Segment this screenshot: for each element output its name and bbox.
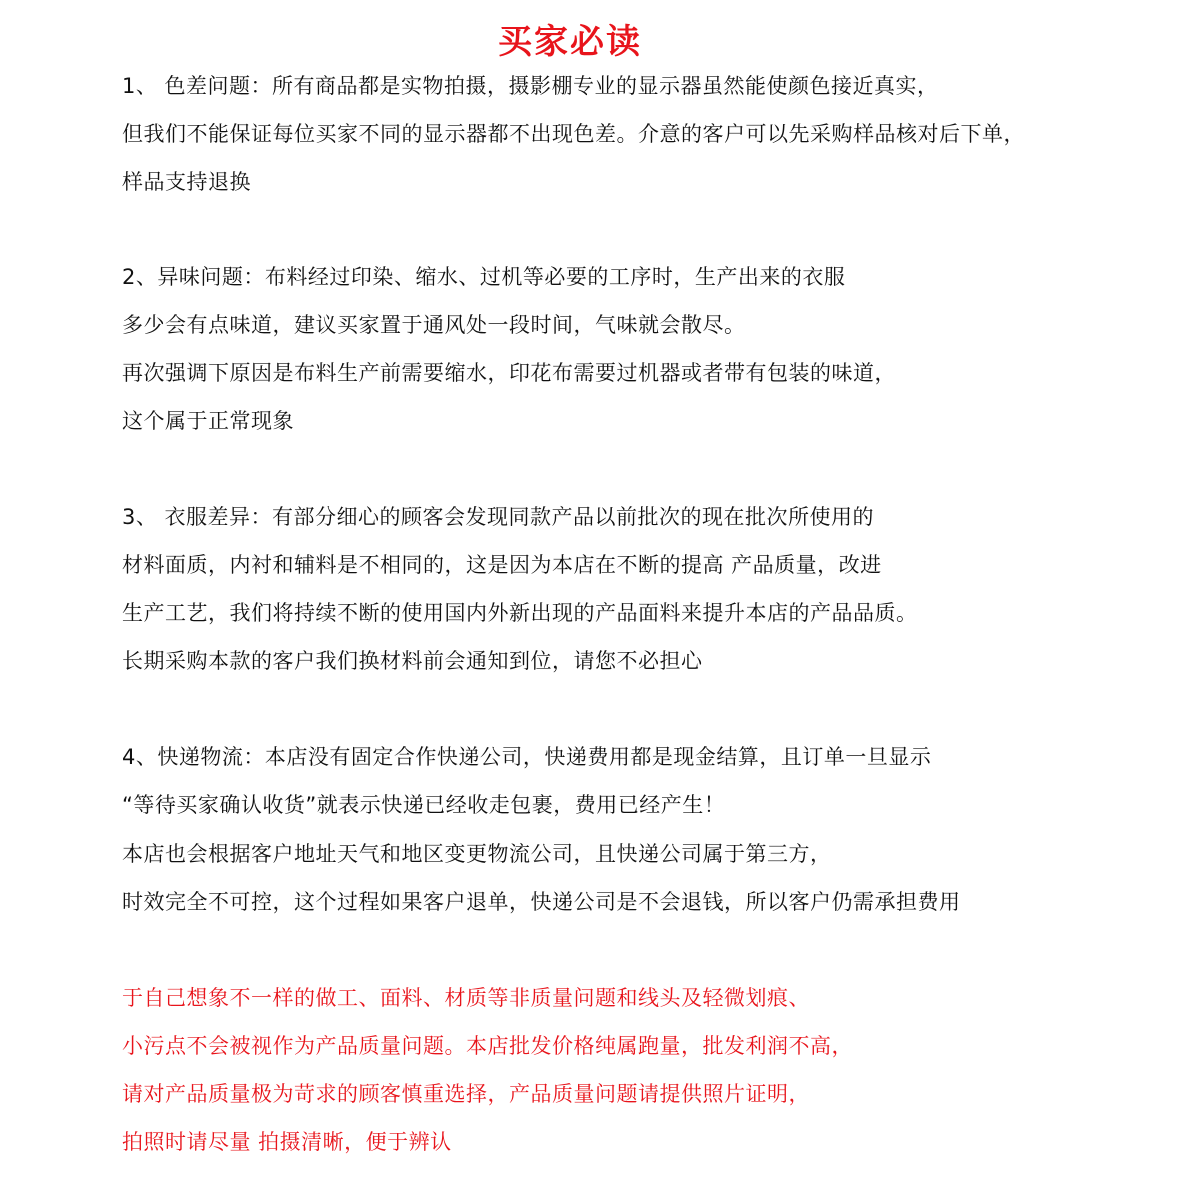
text-line: 3、 衣服差异：有部分细心的顾客会发现同款产品以前批次的现在批次所使用的 [122,505,875,529]
notice-line: 小污点不会被视作为产品质量问题。本店批发价格纯属跑量，批发利润不高， [122,1034,853,1058]
text-line: 材料面质，内衬和辅料是不相同的，这是因为本店在不断的提高 产品质量，改进 [122,553,882,577]
text-line: 样品支持退换 [122,170,251,194]
text-line: “等待买家确认收货”就表示快递已经收走包裹，费用已经产生！ [122,793,726,817]
text-line: 1、 色差问题：所有商品都是实物拍摄，摄影棚专业的显示器虽然能使颜色接近真实， [122,74,939,98]
text-line: 4、快递物流：本店没有固定合作快递公司，快递费用都是现金结算，且订单一旦显示 [122,745,932,769]
text-line: 长期采购本款的客户我们换材料前会通知到位，请您不必担心 [122,649,703,673]
text-line: 2、异味问题：布料经过印染、缩水、过机等必要的工序时，生产出来的衣服 [122,265,846,289]
notice-line: 拍照时请尽量 拍摄清晰，便于辨认 [122,1130,452,1154]
text-line: 生产工艺，我们将持续不断的使用国内外新出现的产品面料来提升本店的产品品质。 [122,601,918,625]
text-line: 多少会有点味道，建议买家置于通风处一段时间，气味就会散尽。 [122,313,746,337]
text-line: 本店也会根据客户地址天气和地区变更物流公司，且快递公司属于第三方， [122,842,832,866]
text-line: 时效完全不可控，这个过程如果客户退单，快递公司是不会退钱，所以客户仍需承担费用 [122,890,961,914]
text-line: 再次强调下原因是布料生产前需要缩水，印花布需要过机器或者带有包装的味道， [122,361,896,385]
page-title: 买家必读 [498,22,642,62]
text-line: 这个属于正常现象 [122,409,294,433]
text-line: 但我们不能保证每位买家不同的显示器都不出现色差。介意的客户可以先采购样品核对后下单， [122,122,1025,146]
notice-line: 请对产品质量极为苛求的顾客慎重选择，产品质量问题请提供照片证明， [122,1082,810,1106]
notice-line: 于自己想象不一样的做工、面料、材质等非质量问题和线头及轻微划痕、 [122,986,810,1010]
